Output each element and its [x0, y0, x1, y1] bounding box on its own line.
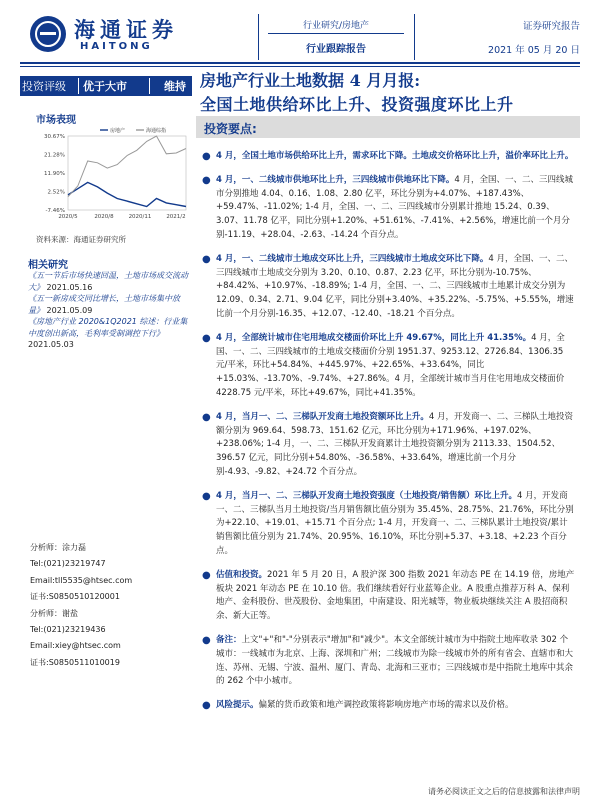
key-point-body: 4 月，开发商一、二、三梯队当月土地投资/当月销售额比值分别为 35.45%、28.75%、21.76%，环比分别为+22.10、+19.01、+15.71 个百分点; 1-4 月，开发商一、二、三梯队累计土地投资/累计销售额比值分别为 21.74%、20.95%、16.10%，环比分别+5.37、+3.18、+2.23 个百分点。: [216, 490, 574, 556]
x-tick-label: 2020/11: [128, 214, 152, 220]
key-point-item: [198, 174, 576, 243]
key-point-lead: 4 月，全国土地市场供给环比上升，需求环比下降。土地成交价格环比上升，溢价率环比上升。: [216, 151, 574, 161]
series-line-1: [68, 136, 186, 197]
key-point-lead: 4 月，一、二线城市供地环比上升，三四线城市供地环比下降。: [216, 174, 455, 185]
analyst-name: 分析师：涂力磊: [30, 543, 86, 552]
y-tick-label: -7.46%: [45, 208, 65, 214]
bullet-icon: ●: [202, 569, 211, 581]
key-point-lead: 估值和投资。: [216, 569, 268, 580]
x-tick-label: 2020/5: [58, 214, 78, 220]
key-point-item: [198, 332, 576, 401]
bullet-icon: ●: [202, 253, 211, 265]
x-tick-label: 2021/2: [166, 214, 186, 220]
key-point-body: 偏紧的货币政策和地产调控政策将影响房地产市场的需求以及价格。: [258, 700, 514, 711]
analyst-tel: Tel:(021)23219747: [30, 559, 106, 569]
legend-label: 房地产: [110, 128, 126, 134]
report-type: 行业跟踪报告: [306, 44, 366, 55]
key-point-lead: 4 月，当月一、二、三梯队开发商土地投资强度（土地投资/销售额）环比上升。: [216, 490, 517, 501]
analyst-email[interactable]: Email:tll5535@htsec.com: [30, 575, 133, 585]
rating-value: 优于大市: [79, 78, 150, 94]
bullet-icon: ●: [202, 634, 211, 646]
analyst-cert: 证书:S0850510120001: [30, 592, 120, 602]
related-research-title: 相关研究: [28, 260, 68, 271]
related-research-list: [28, 270, 192, 351]
report-label: 证券研究报告: [522, 21, 580, 32]
series-line-0: [68, 182, 186, 206]
logo-text: 海通证券: [74, 17, 178, 42]
header-rule: [20, 66, 580, 67]
logo-english: HAITONG: [80, 41, 153, 52]
key-point-item: [198, 411, 576, 480]
related-research-title-text: 《房地产行业 2020&1Q2021 综述：行业集中度创出新高，毛利率受制调控下行》: [28, 317, 188, 338]
key-point-item: [198, 253, 576, 322]
bullet-icon: ●: [202, 151, 211, 162]
rating-trend: 维持: [164, 80, 186, 93]
report-title-line2: 全国土地供给环比上升、投资强度环比上升: [200, 95, 514, 114]
key-point-item: [198, 699, 576, 713]
key-point-body: 4 月，全国、一、二、三四线城市土地成交分别为 3.20、0.10、0.87、2.23 亿平，环比分别为-10.75%、+84.42%、+10.97%、-18.89%; 1-4 月，全国、一、二、三四线城市土地累计成交分别为 12.09、0.34、2.71、9.04 亿平，同比分别+3.40%、+35.22%、-5.75%、+5.55%，增速比前一个月分别-16.35、+12.07、-12.40、-18.21 个百分点。: [216, 253, 574, 319]
footer-disclaimer: 请务必阅读正文之后的信息披露和法律声明: [428, 787, 580, 796]
key-point-item: [198, 634, 576, 689]
key-point-body: 4 月，开发商一、二、三梯队土地投资额分别为 969.64、598.73、151.62 亿元，环比分别为+171.96%、+197.02%、+238.06%; 1-4 月，一、二、三梯队开发商累计土地投资额分别为 2113.33、1504.52、396.57 亿元，同比分别+54.80%、-36.58%、+33.64%，增速比前一个月分别-4.93、-9.82、+24.72 个百分点。: [216, 411, 574, 477]
report-date: 2021 年 05 月 20 日: [488, 45, 580, 56]
y-tick-label: 11.90%: [44, 171, 65, 177]
plot-frame: [68, 136, 186, 210]
related-research-item[interactable]: [28, 270, 192, 293]
related-research-date: 2021.05.16: [46, 282, 93, 292]
line-chart: [32, 124, 192, 228]
investment-rating-box: [20, 76, 192, 96]
bullet-icon: ●: [202, 332, 211, 344]
key-point-body: 4 月，全国、一、二、三四线城市的土地成交楼面价分别 1951.37、9253.12、2726.84、1306.35 元/平米，环比+54.84%、+445.97%、+22.65%、+33.64%，同比+15.03%、-13.70%、-9.74%、+27.86%。4 月，全部统计城市当月住宅用地成交楼面价 4228.75 元/平米，环比+49.67%，同比+41.35%。: [216, 332, 565, 398]
related-research-item[interactable]: [28, 293, 192, 316]
related-research-item[interactable]: [28, 316, 192, 351]
chart-source: 资料来源：海通证券研究所: [36, 235, 126, 244]
market-performance-chart: [32, 124, 192, 228]
key-points-list: [198, 150, 576, 723]
bullet-icon: ●: [202, 411, 211, 423]
key-points-label: 投资要点:: [204, 122, 257, 136]
legend-label: 海通综指: [146, 128, 167, 134]
y-tick-label: 21.28%: [44, 152, 65, 159]
related-research-title-text: 《五一新房成交同比增长，土地市场集中放量》: [28, 294, 180, 315]
related-research-title-text: 《五一节后市场快速回温，土地市场成交流动大》: [28, 271, 188, 292]
key-point-body: 4 月，全国、一、二、三四线城市分别推地 4.04、0.16、1.08、2.80 亿平，环比分别为+4.07%、+187.43%、+59.47%、-11.02%; 1-4 月，全国、一、二、三四线城市分别累计推地 15.24、0.39、3.07、11.78 亿平，同比分别+1.20%、+51.61%、-7.41%、+2.56%，增速比前一个月分别-11.19、+28.04、-2.63、-14.24 个百分点。: [216, 174, 574, 240]
analyst-contacts: [30, 540, 194, 671]
logo-seal-icon: [30, 16, 66, 52]
bullet-icon: ●: [202, 700, 211, 712]
market-performance-title: 市场表现: [36, 115, 76, 126]
related-research-date: 2021.05.03: [28, 340, 74, 349]
y-tick-label: 2.52%: [47, 189, 65, 196]
analyst-tel: Tel:(021)23219436: [30, 625, 106, 635]
key-point-lead: 备注：: [216, 634, 242, 645]
bullet-icon: ●: [202, 174, 211, 186]
key-point-lead: 4 月，全部统计城市住宅用地成交楼面价环比上升 49.67%，同比上升 41.35%。: [216, 332, 532, 343]
x-tick-label: 2020/8: [94, 214, 114, 220]
y-tick-label: 30.67%: [44, 134, 65, 140]
header-inner-rule: [268, 33, 404, 34]
analyst-name: 分析师：谢盐: [30, 608, 78, 618]
key-point-item: [198, 150, 576, 164]
key-point-lead: 风险提示。: [216, 700, 259, 711]
key-point-item: [198, 569, 576, 624]
report-category: 行业研究/房地产: [302, 21, 370, 31]
analyst-cert: 证书:S0850511010019: [30, 657, 120, 667]
key-point-item: [198, 490, 576, 559]
rating-label: 投资评级: [20, 78, 79, 94]
key-point-body: 2021 年 5 月 20 日，A 股沪深 300 指数 2021 年动态 PE 在 14.19 倍，房地产板块 2021 年动态 PE 在 10.10 倍。我们继续看好行业蓝筹企业。A 股重点推荐万科 A、保利地产、金科股份、世茂股份、金地集团，中南建设、阳光城等，物业板块继续关注 A 股招商积余、新大正等。: [216, 569, 575, 622]
bullet-icon: ●: [202, 490, 211, 502]
related-research-date: 2021.05.09: [46, 305, 93, 315]
key-point-body: 上文"+"和"-"分别表示"增加"和"减少"。本文全部统计城市为中指院土地库收录 302 个城市：一线城市为北京、上海、深圳和广州；二线城市为除一线城市外的所有省会、直辖市和大连、苏州、无锡、宁波、温州、厦门、青岛、北海和三亚市；三四线城市是中指院土地库中其余的 262 个中小城市。: [216, 634, 574, 687]
key-point-lead: 4 月，当月一、二、三梯队开发商土地投资额环比上升。: [216, 411, 429, 422]
report-title-line1: 房地产行业土地数据 4 月月报:: [200, 71, 421, 90]
key-point-lead: 4 月，一、二线城市土地成交环比上升，三四线城市土地成交环比下降。: [216, 253, 489, 264]
header-rule: [20, 62, 580, 64]
analyst-email[interactable]: Email:xiey@htsec.com: [30, 641, 121, 651]
